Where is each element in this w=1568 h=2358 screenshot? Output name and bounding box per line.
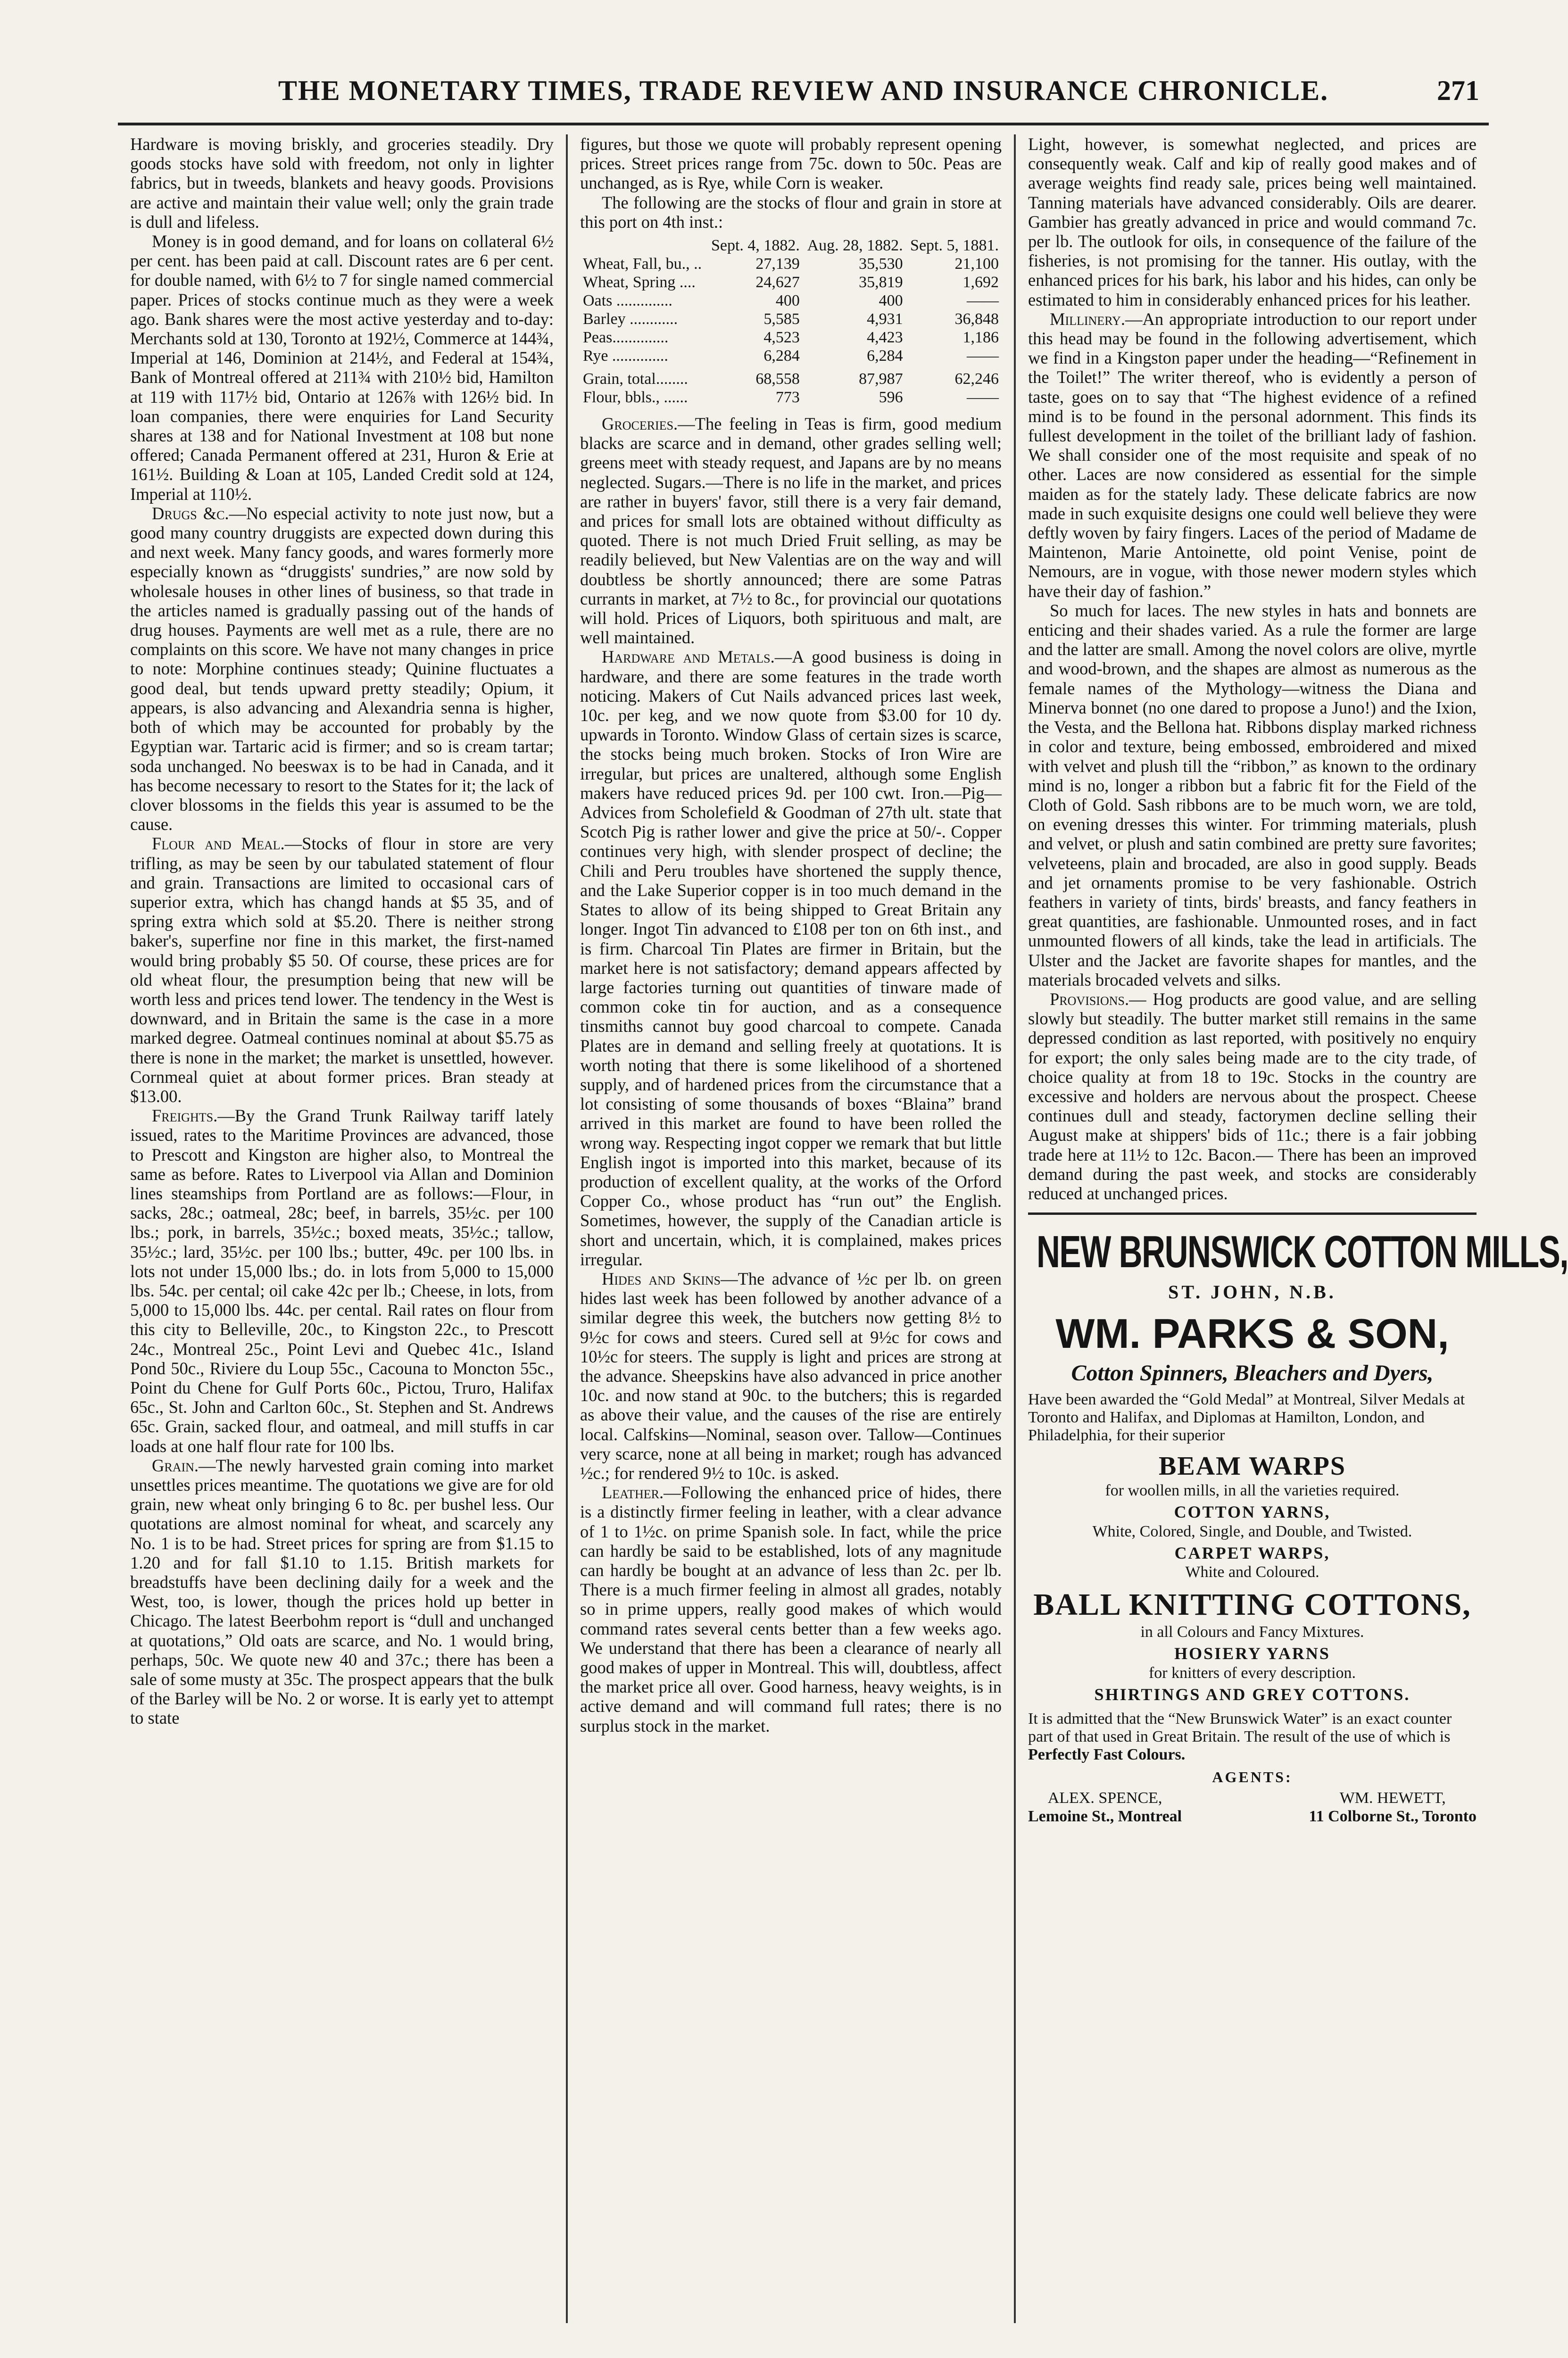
cell: 4,523 <box>763 329 800 347</box>
table-row <box>580 310 1002 328</box>
row-label: Wheat, Spring .... <box>583 274 696 291</box>
paragraph-grain <box>130 1456 554 1728</box>
ad-hosiery-note: for knitters of every description. <box>1148 1664 1356 1682</box>
cell: 87,987 <box>859 370 903 388</box>
row-label: Oats .............. <box>583 292 672 310</box>
paragraph-millinery <box>1028 309 1477 601</box>
ad-ball-note: in all Colours and Fancy Mixtures. <box>1140 1623 1364 1641</box>
section-body: —By the Grand Trunk Railway tariff lately issued, rates to the Maritime Provinces are advanced, those to Prescott and Kingston are higher also, to Montreal the same as before. Rates to Liverpool via Allan and Dominion lines steamships from Portland are as follows:—Flour, in sacks, 28c.; oatmeal, 28c; beef, in barrels, 35½c. per 100 lbs.; pork, in barrels, 35½c.; boxed meats, 35½c.; tallow, 35½c.; lard, 35½c. per 100 lbs.; butter, 49c. per 100 lbs. in lots not under 15,000 lbs.; do. in lots from 5,000 to 15,000 lbs. 54c. per cental; oil cake 42c per lb.; Cheese, in lots, from 5,000 to 15,000 lbs. 44c. per cental. Rail rates on flour from this city to Belleville, 20c., to Kingston 22c., to Prescott 24c., Montreal 25c., Point Levi and Quebec 41c., Island Pond 50c., Riviere du Loup 55c., Cacouna to Moncton 55c., Point du Chene for Gulf Ports 60c., Pictou, Truro, Halifax 65c., St. John and Carlton 60c., St. Stephen and St. Andrews 65c. Grain, sacked flour, and oatmeal, and mill stuffs in car loads at one half flour rate for 100 lbs. <box>130 1106 554 1456</box>
paragraph-hides <box>580 1269 1002 1483</box>
row-label: Grain, total........ <box>583 370 688 388</box>
section-body: —Following the enhanced price of hides, there is a distinctly firmer feeling in leather, with a clear advance of 1 to 1½c. on prime Spanish sole. In fact, while the price can hardly be said to be established, lots of any magnitude can hardly be bought at an advance of less than 2c. per lb. There is a much firmer feeling in almost all grades, notably so in prime uppers, really good makes of which would command rates several cents better than a few weeks ago. We understand that there has been a clearance of nearly all good makes of upper in Montreal. This will, doubtless, affect the market price all over. Good harness, heavy weights, is in active demand and will command full rates; there is no surplus stock in the market. <box>580 1483 1002 1735</box>
cotton-mills-advertisement <box>1028 1212 1568 1826</box>
page-header <box>118 71 1489 125</box>
cell: 400 <box>775 292 800 310</box>
cell: —— <box>967 347 999 365</box>
ad-agents <box>1028 1789 1477 1826</box>
page-number: 271 <box>1437 75 1479 106</box>
table-total-row <box>580 365 1002 388</box>
masthead-title: THE MONETARY TIMES, TRADE REVIEW AND INSURANCE CHRONICLE. <box>278 75 1329 106</box>
section-heading: Provisions. <box>1050 989 1129 1009</box>
ad-city: ST. JOHN, N.B. <box>1168 1281 1336 1303</box>
paragraph: The following are the stocks of flour and grain in store at this port on 4th inst.: <box>580 192 1002 232</box>
row-label: Rye .............. <box>583 347 668 365</box>
cell: —— <box>967 389 999 407</box>
paragraph: Hardware is moving briskly, and groceries steadily. Dry goods stocks have sold with freedom, not only in lighter fabrics, but in tweeds, blankets and heavy goods. Provisions are active and maintain their value well; only the grain trade is dull and lifeless. <box>130 134 554 232</box>
section-heading: Grain. <box>152 1455 199 1475</box>
agent-address: 11 Colborne St., Toronto <box>1309 1808 1477 1826</box>
ad-title: NEW BRUNSWICK COTTON MILLS, <box>1036 1227 1568 1278</box>
section-heading: Groceries. <box>602 414 678 434</box>
ad-cotton-yarns: COTTON YARNS, <box>1174 1503 1331 1522</box>
table-header: Sept. 4, 1882. <box>711 237 800 255</box>
table-header: Sept. 5, 1881. <box>910 237 999 255</box>
section-body: —The feeling in Teas is firm, good medium blacks are scarce and in demand, other grades selling well; greens meet with steady request, and Japans are by no means neglected. Sugars.—There is no life in the market, and prices are rather in buyers' favor, still there is a very fair demand, and prices for small lots are obtained without difficulty as quoted. There is not much Dried Fruit selling, as may be readily believed, but New Valentias are on the way and will doubtless be shortly announced; there are some Patras currants in market, at 7½ to 8c., for provincial our quotations will hold. Prices of Liquors, both spirituous and malt, are well maintained. <box>580 414 1002 648</box>
ad-fast-colours: Perfectly Fast Colours. <box>1028 1746 1186 1764</box>
cell: 4,423 <box>867 329 903 347</box>
section-body: —An appropriate introduction to our report under this head may be found in the following advertisement, which we find in a Kingston paper under the heading—“Refinement in the Toilet!” The writer thereof, who is evidently a person of taste, goes on to say that “The highest evidence of a refined mind is to be found in the personal adornment. This finds its fullest development in the toilet of the brilliant lady of fashion. We shall consider one of the most requisite and speak of no other. Laces are now considered as essential for the simple maiden as for the stately lady. These delicate fabrics are now made in such exquisite designs one could well believe they were deftly woven by fairy fingers. Laces of the period of Madame de Maintenon, Marie Antoinette, old point Venise, point de Nemours, are in vogue, with those newer modern styles which have their day of fashion.” <box>1028 309 1477 601</box>
section-body: —The newly harvested grain coming into market unsettles prices meantime. The quotations we give are for old grain, new wheat only bringing 6 to 8c. per bushel less. Our quotations are almost nominal for wheat, and scarcely any No. 1 is to be had. Street prices for spring are from $1.15 to 1.20 and for fall $1.10 to 1.15. British markets for breadstuffs have been declining daily for a week and the West, too, is lower, though the prices hold up better in Chicago. The latest Beerbohm report is “dull and unchanged at quotations,” Old oats are scarce, and No. 1 would bring, perhaps, 50c. We quote new 40 and 37c.; there has been a sale of some musty at 35c. The prospect appears that the bulk of the Barley will be No. 2 or worse. It is early yet to attempt to state <box>130 1455 554 1728</box>
cell: 6,284 <box>867 347 903 365</box>
ad-water-text: It is admitted that the “New Brunswick Water” is an exact counter part of that used in Great Britain. The result of the use of which is <box>1028 1710 1452 1746</box>
ad-subtitle: Cotton Spinners, Bleachers and Dyers, <box>1071 1360 1434 1386</box>
cell: 21,100 <box>954 255 999 273</box>
ad-water-note <box>1028 1710 1477 1764</box>
table-total-row <box>580 388 1002 407</box>
paragraph-flour <box>130 834 554 1106</box>
grain-stocks-table <box>580 236 1002 407</box>
table-row <box>580 328 1002 347</box>
paragraph: figures, but those we quote will probably represent opening prices. Street prices range from 75c. down to 50c. Peas are unchanged, as is Rye, while Corn is weaker. <box>580 134 1002 193</box>
cell: 5,585 <box>763 310 800 328</box>
table-row <box>580 273 1002 291</box>
ad-hosiery-yarns: HOSIERY YARNS <box>1174 1644 1330 1663</box>
row-label: Flour, bbls., ...... <box>583 389 688 407</box>
section-heading: Millinery. <box>1050 309 1126 329</box>
section-heading: Freights. <box>152 1106 218 1126</box>
table-header: Aug. 28, 1882. <box>807 237 903 255</box>
section-body: —No especial activity to note just now, but a good many country druggists are expected down during this and next week. Many fancy goods, and wares formerly more especially known as “druggists' sundries,” are now sold by wholesale houses in other lines of business, so that trade in the articles named is gradually passing out of the hands of drug houses. Payments are well met as a rule, there are no complaints on this score. We have not many changes in price to note: Morphine continues steady; Quinine fluctuates a good deal, but tends upward pretty steadily; Opium, it appears, is also advancing and Alexandria senna is higher, both of which may be accounted for probably by the Egyptian war. Tartaric acid is firmer; and so is cream tartar; soda unchanged. No beeswax is to be had in Canada, and it has become necessary to resort to the States for it; the lack of clover blossoms in the fields this year is assumed to be the cause. <box>130 503 554 834</box>
section-heading: Leather. <box>602 1483 664 1503</box>
paragraph: Money is in good demand, and for loans on collateral 6½ per cent. has been paid at call. Discount rates are 6 per cent. for double named, with 6½ to 7 for single named commercial paper. Prices of stocks continue much as they were a week ago. Bank shares were the most active yesterday and to-day: Merchants sold at 130, Toronto at 192½, Commerce at 144¾, Imperial at 146, Dominion at 214½, and Federal at 154¾, Bank of Montreal offered at 211¾ with 210½ bid, Hamilton at 119 with 117½ bid, Ontario at 126⅞ with 126½ bid. In loan companies, there were enquiries for Land Security shares at 138 and for National Investment at 108 but none offered; Canada Permanent offered at 231, Huron & Erie at 161½. Building & Loan at 105, Landed Credit sold at 124, Imperial at 110½. <box>130 232 554 504</box>
table-header-row <box>580 236 1002 255</box>
ad-ball-knitting: BALL KNITTING COTTONS, <box>1033 1587 1471 1622</box>
cell: 35,819 <box>859 274 903 291</box>
agent-name: WM. HEWETT, <box>1339 1789 1446 1807</box>
ad-cotton-note: White, Colored, Single, and Double, and Twisted. <box>1092 1522 1412 1540</box>
paragraph-groceries <box>580 414 1002 647</box>
ad-beam-warps: BEAM WARPS <box>1158 1451 1346 1481</box>
ad-awards: Have been awarded the “Gold Medal” at Montreal, Silver Medals at Toronto and Halifax, and Diplomas at Hamilton, London, and Philadelphia, for their superior <box>1028 1390 1465 1444</box>
cell: 596 <box>879 389 903 407</box>
table-row <box>580 347 1002 365</box>
section-body: —A good business is doing in hardware, and there are some features in the trade worth noticing. Makers of Cut Nails advanced prices last week, 10c. per keg, and we now quote from $3.00 for 10 dy. upwards in Toronto. Window Glass of certain sizes is scarce, the stocks being much broken. Stocks of Iron Wire are irregular, but prices are unaltered, although some English makers have reduced prices 9d. per 100 cwt. Iron.—Pig—Advices from Scholefield & Goodman of 27th ult. state that Scotch Pig is rather lower and give the price at 50/-. Copper continues very high, with slender prospect of decline; the Chili and Peru troubles have shortened the supply thence, and the Lake Superior copper is in too much demand in the States to allow of its being shipped to Great Britain any longer. Ingot Tin advanced to £108 per ton on 6th inst., and is firm. Charcoal Tin Plates are firmer in Britain, but the market here is not satisfactory; demand appears affected by large factories turning out quantities of tinware made of common coke tin for auction, and as a consequence tinsmiths cannot buy good charcoal to compete. Canada Plates are in demand and selling freely at quotations. It is worth noting that there is some likelihood of a shortened supply, and of hardened prices from the circumstance that a lot consisting of some thousands of boxes “Blaina” brand arrived in this market are found to have been rolled the wrong way. Respecting ingot copper we remark that but little English ingot is imported into this market, because of its production of excellent quality, at the works of the Orford Copper Co., whose product has “run out” the English. Sometimes, however, the supply of the Canadian article is short and uncertain, which, it is complained, makes prices irregular. <box>580 647 1002 1269</box>
paragraph-provisions <box>1028 989 1477 1203</box>
cell: 6,284 <box>763 347 800 365</box>
cell: 1,692 <box>962 274 999 291</box>
paragraph: Light, however, is somewhat neglected, and prices are consequently weak. Calf and kip of really good makes and of average weights find ready sale, prices being well maintained. Tanning materials have advanced considerably. Oils are dearer. Gambier has greatly advanced in price and would command 7c. per lb. The outlook for oils, in consequence of the failure of the fisheries, is not promising for the tanner. His outlay, with the enhanced prices for his bark, his labor and his hides, can only be estimated to him in considerably enhanced prices for his leather. <box>1028 134 1477 309</box>
ad-carpet-warps: CARPET WARPS, <box>1174 1543 1330 1562</box>
row-label: Peas.............. <box>583 329 669 347</box>
section-body: —Stocks of flour in store are very trifling, as may be seen by our tabulated statement of flour and grain. Transactions are limited to occasional cars of superior extra, which has changd hands at $5 35, and of spring extra which sold at $5.20. There is neither strong baker's, superfine nor fine in this market, the first-named would bring probably $5 50. Of course, these prices are for old wheat flour, the presumption being that new will be worth less and prices tend lower. The tendency in the West is downward, and in Britain the same is the case in a more marked degree. Oatmeal continues nominal at about $5.75 as there is none in the market; the market is unsettled, however. Cornmeal quiet at about former prices. Bran steady at $13.00. <box>130 834 554 1106</box>
cell: 62,246 <box>954 370 999 388</box>
ad-carpet-note: White and Coloured. <box>1185 1563 1319 1581</box>
ad-shirtings: SHIRTINGS AND GREY COTTONS. <box>1094 1685 1410 1704</box>
column-1 <box>118 134 566 2323</box>
column-2 <box>566 134 1014 2323</box>
paragraph-hardware <box>580 647 1002 1269</box>
cell: 27,139 <box>755 255 800 273</box>
paragraph-leather <box>580 1483 1002 1735</box>
row-label: Wheat, Fall, bu., .. <box>583 255 702 273</box>
cell: 35,530 <box>859 255 903 273</box>
agent-address: Lemoine St., Montreal <box>1028 1808 1182 1826</box>
ad-beam-note: for woollen mills, in all the varieties required. <box>1105 1482 1400 1500</box>
row-label: Barley ............ <box>583 310 678 328</box>
table-row <box>580 291 1002 310</box>
section-heading: Hardware and Metals. <box>602 647 775 667</box>
cell: —— <box>967 292 999 310</box>
paragraph: So much for laces. The new styles in hats and bonnets are enticing and their shades varied. As a rule the former are large and the latter are small. Among the novel colors are olive, myrtle and wood-brown, and the shapes are almost as numerous as the female names of the Mythology—witness the Diana and Minerva bonnet (no one dared to propose a Juno!) and the Ixion, the Vesta, and the Bellona hat. Ribbons display marked richness in color and texture, being embossed, embroidered and mixed with velvet and plush till the “ribbon,” as known to the ordinary mind is no, longer a ribbon but a fabric fit for the Field of the Cloth of Gold. Sash ribbons are to be much worn, we are told, on evening dresses this winter. For trimming materials, plush and velvet, or plush and satin combined are pretty sure favorites; velveteens, plain and brocaded, are also in good supply. Beads and jet ornaments promise to be very fashionable. Ostrich feathers in variety of tints, birds' breasts, and fancy feathers in great quantities, are fashionable. Unmounted roses, and in fact unmounted flowers of all kinds, take the lead in artificials. The Ulster and the Jacket are favorite shapes for mantles, and the materials brocaded velvets and silks. <box>1028 600 1477 989</box>
cell: 36,848 <box>954 310 999 328</box>
ad-firm-name: WM. PARKS & SON, <box>1055 1310 1449 1357</box>
paragraph-drugs <box>130 504 554 834</box>
section-heading: Hides and Skins <box>602 1269 721 1288</box>
table-header-blank <box>580 236 707 255</box>
ad-agents-label: AGENTS: <box>1212 1768 1293 1786</box>
cell: 773 <box>775 389 800 407</box>
section-heading: Drugs &c. <box>152 503 229 523</box>
agent-toronto <box>1309 1789 1477 1826</box>
table-row <box>580 255 1002 273</box>
section-body: — Hog products are good value, and are selling slowly but steadily. The butter market still remains in the same depressed condition as last reported, with positively no enquiry for export; the only sales being made are to the city trade, of choice quality at from 18 to 19c. Stocks in the country are excessive and holders are nervous about the prospect. Cheese continues dull and steady, factorymen decline selling their August make at shippers' bids of 11c.; there is a fair jobbing trade here at 11½ to 12c. Bacon.— There has been an improved demand during the past week, and stocks are considerably reduced at unchanged prices. <box>1028 989 1477 1203</box>
agent-name: ALEX. SPENCE, <box>1047 1789 1162 1807</box>
cell: 1,186 <box>962 329 999 347</box>
article-columns <box>118 134 1568 2323</box>
agent-montreal <box>1028 1789 1182 1826</box>
column-3 <box>1014 134 1568 2323</box>
cell: 68,558 <box>755 370 800 388</box>
paragraph-freights <box>130 1106 554 1456</box>
section-body: —The advance of ½c per lb. on green hides last week has been followed by another advance of a similar degree this week, the butchers now getting 8½ to 9½c for cows and steers. Cured sell at 9½c for cows and 10½c for steers. The supply is light and prices are strong at the advance. Sheepskins have also advanced in price another 10c. and now stand at 90c. to the butchers; this is regarded as above their value, and the causes of the rise are entirely local. Calfskins—Nominal, season over. Tallow—Continues very scarce, none at all being in market; rough has advanced ½c.; for rendered 9½ to 10c. is asked. <box>580 1269 1002 1483</box>
cell: 400 <box>879 292 903 310</box>
cell: 24,627 <box>755 274 800 291</box>
cell: 4,931 <box>867 310 903 328</box>
section-heading: Flour and Meal. <box>152 834 285 854</box>
